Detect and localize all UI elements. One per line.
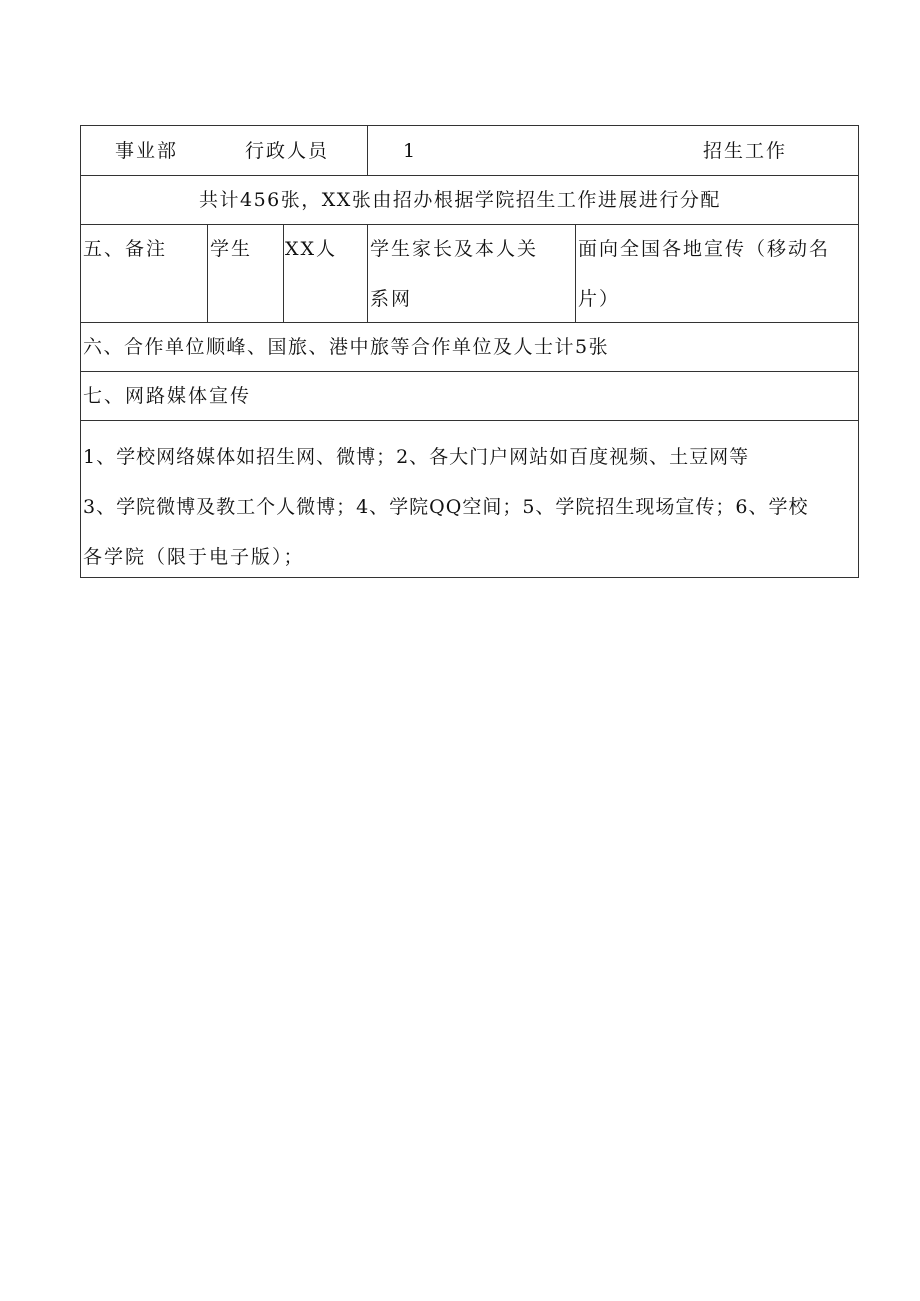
quantity-cell: XX人 xyxy=(285,238,338,260)
row-divider xyxy=(81,420,858,421)
purpose-line-1: 面向全国各地宣传（移动名 xyxy=(578,238,831,260)
purpose-line-2: 片） xyxy=(578,288,621,310)
department-cell: 事业部 xyxy=(115,140,179,162)
partners-text: 六、合作单位顺峰、国旅、港中旅等合作单位及人士计5张 xyxy=(83,336,610,358)
channel-line-2: 系网 xyxy=(370,288,413,310)
column-divider xyxy=(367,224,368,322)
channel-line-1: 学生家长及本人关 xyxy=(370,238,539,260)
staff-cell: 行政人员 xyxy=(245,140,330,162)
online-line-3: 各学院（限于电子版）； xyxy=(83,546,305,568)
count-cell: 1 xyxy=(403,140,418,162)
row-divider xyxy=(81,371,858,372)
column-divider xyxy=(207,224,208,322)
row-divider xyxy=(81,175,858,176)
remarks-heading: 五、备注 xyxy=(83,238,168,260)
online-heading: 七、网路媒体宣传 xyxy=(83,385,252,407)
allocation-text: 共计456张，XX张由招办根据学院招生工作进展进行分配 xyxy=(199,189,721,211)
online-line-2: 3、学院微博及教工个人微博；4、学院QQ空间；5、学院招生现场宣传；6、学校 xyxy=(83,496,809,518)
column-divider xyxy=(283,224,284,322)
column-divider xyxy=(367,126,368,175)
online-line-1: 1、学校网络媒体如招生网、微博；2、各大门户网站如百度视频、土豆网等 xyxy=(83,446,750,468)
group-cell: 学生 xyxy=(210,238,253,260)
column-divider xyxy=(575,224,576,322)
publicity-table xyxy=(80,125,859,578)
task-cell: 招生工作 xyxy=(703,140,788,162)
row-divider xyxy=(81,224,858,225)
row-divider xyxy=(81,322,858,323)
